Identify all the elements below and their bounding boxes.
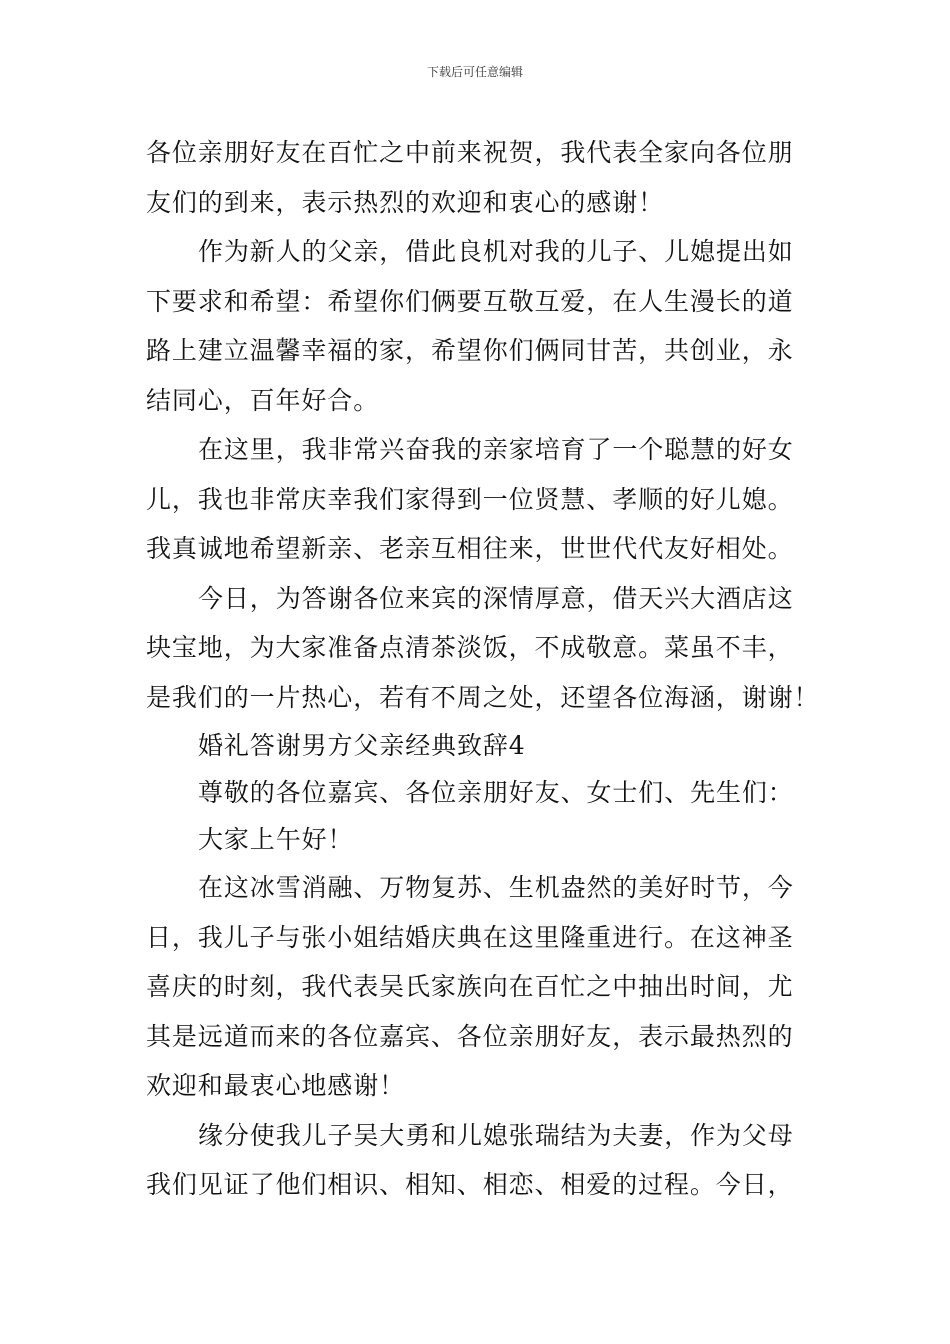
text-line: 儿，我也非常庆幸我们家得到一位贤慧、孝顺的好儿媳。 — [146, 484, 794, 514]
text-line: 在这冰雪消融、万物复苏、生机盎然的美好时节，今 — [198, 873, 794, 902]
section-heading: 婚礼答谢男方父亲经典致辞4 — [198, 731, 526, 760]
text-line: 欢迎和最衷心地感谢！ — [146, 1071, 406, 1100]
text-line: 在这里，我非常兴奋我的亲家培育了一个聪慧的好女 — [198, 435, 794, 464]
text-line: 今日，为答谢各位来宾的深情厚意，借天兴大酒店这 — [198, 583, 794, 613]
text-line: 结同心，百年好合。 — [146, 385, 380, 415]
text-line: 路上建立温馨幸福的家，希望你们俩同甘苦，共创业，永 — [146, 336, 794, 365]
text-line: 下要求和希望：希望你们俩要互敬互爱，在人生漫长的道 — [146, 286, 794, 316]
text-line: 是我们的一片热心，若有不周之处，还望各位海涵，谢谢！ — [146, 682, 820, 712]
text-line: 其是远道而来的各位嘉宾、各位亲朋好友，表示最热烈的 — [146, 1021, 794, 1051]
text-line: 友们的到来，表示热烈的欢迎和衷心的感谢！ — [146, 187, 665, 217]
document-body — [146, 128, 820, 1210]
text-line: 日，我儿子与张小姐结婚庆典在这里隆重进行。在这神圣 — [146, 922, 794, 952]
text-line: 大家上午好！ — [198, 825, 354, 854]
text-line: 缘分使我儿子吴大勇和儿媳张瑞结为夫妻，作为父母 — [198, 1120, 794, 1150]
text-line: 各位亲朋好友在百忙之中前来祝贺，我代表全家向各位朋 — [146, 138, 794, 167]
text-line: 我真诚地希望新亲、老亲互相往来，世世代代友好相处。 — [146, 534, 794, 563]
text-line: 作为新人的父亲，借此良机对我的儿子、儿媳提出如 — [198, 237, 794, 266]
text-line: 尊敬的各位嘉宾、各位亲朋好友、女士们、先生们： — [198, 778, 794, 807]
text-line: 喜庆的时刻，我代表吴氏家族向在百忙之中抽出时间，尤 — [146, 972, 794, 1001]
page-header: 下载后可任意编辑 — [426, 65, 523, 79]
text-line: 我们见证了他们相识、相知、相恋、相爱的过程。今日， — [146, 1170, 794, 1199]
text-line: 块宝地，为大家准备点清茶淡饭，不成敬意。菜虽不丰， — [146, 633, 794, 662]
